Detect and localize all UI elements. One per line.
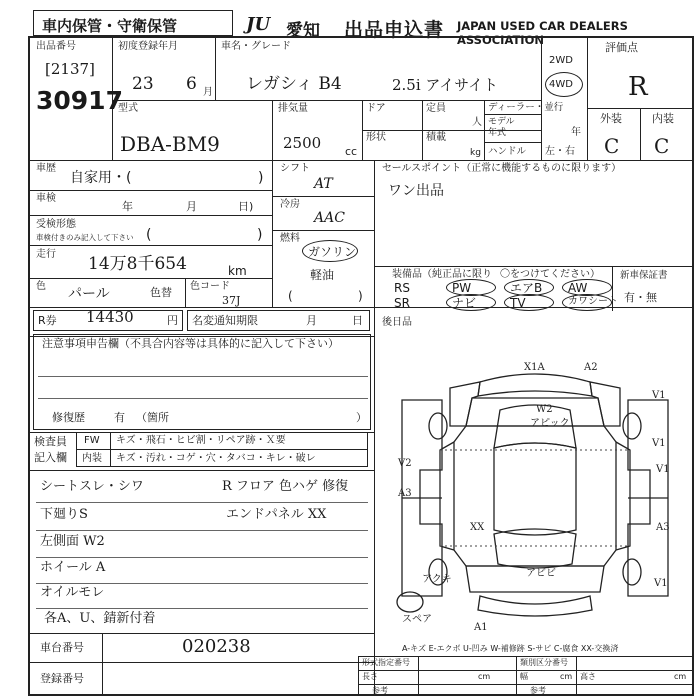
fuel-diesel: 軽油 [310, 268, 335, 282]
interior-check-label: 内装 [82, 453, 102, 464]
remark-line: シートスレ・シワ [40, 479, 144, 494]
model-spec-label: 形式指定番号 [362, 658, 410, 667]
model-year-label: モデル 年式 [488, 117, 515, 138]
mileage-label: 走行 [36, 249, 56, 260]
recycle-label: R券 [38, 314, 57, 327]
model-code: DBA-BM9 [120, 132, 220, 156]
sales-point-label: セールスポイント（正常に機能するものに限ります） [382, 163, 622, 174]
diagram-guidelines [440, 450, 630, 546]
inspection-label: 車検 [36, 193, 56, 204]
color-change-label: 色替 [150, 286, 172, 299]
storage-box [33, 10, 233, 36]
repair-history-value: 有 [114, 411, 125, 424]
handle-options: 左・右 [545, 146, 575, 157]
equipment-item: PW [452, 281, 472, 295]
equipment-item: ナビ [452, 296, 477, 310]
fuel-label: 燃料 [280, 233, 300, 244]
exterior-label: 外装 [600, 112, 622, 125]
ref-label-1: 参考 [372, 686, 388, 695]
registration-month-unit: 月 [203, 87, 213, 98]
damage-mark-v1-front: V1 [652, 390, 666, 401]
repair-history-place: （箇所 [136, 411, 169, 424]
tax-deadline-month: 月 [306, 314, 317, 327]
doors-label: ドア [366, 103, 386, 114]
color-value: パール [68, 286, 110, 302]
equipment-item: カワシート [568, 296, 618, 307]
remark-line: ホイール A [40, 560, 106, 575]
ju-logo-mark: JU [246, 14, 271, 35]
equipment-label: 装備品（純正品に限り [392, 269, 492, 280]
inspection-day: 日) [238, 200, 254, 213]
handle-label: ハンドル [488, 146, 527, 157]
drive-4wd-label: 4WD [549, 79, 573, 90]
repair-history-close: ） [356, 411, 367, 424]
drive-4wd-circle [545, 72, 583, 97]
chassis-label: 車台番号 [40, 641, 84, 654]
damage-mark-a1: A1 [474, 622, 488, 633]
shape-label: 形状 [366, 132, 386, 143]
history-close: ) [258, 170, 264, 186]
warranty-label: 新車保証書 [620, 270, 668, 281]
color-label: 色 [36, 281, 46, 292]
remark-line: エンドパネル XX [226, 507, 327, 522]
aircon-label: 冷房 [280, 199, 300, 210]
damage-mark-v2: V2 [398, 458, 412, 469]
shift-label: シフト [280, 163, 310, 174]
recipient-close: ) [257, 227, 263, 243]
model-code-label: 型式 [118, 103, 138, 114]
equipment-label-2: 〇をつけてください） [500, 269, 600, 280]
interior-rating: C [654, 134, 670, 158]
form-title: 出品申込書 [344, 19, 445, 41]
car-damage-diagram [380, 360, 690, 640]
equipment-circle [562, 294, 612, 311]
recipient-label: 受検形態 [36, 219, 76, 230]
recycle-value: 14430 [86, 308, 134, 326]
height-unit: cm [674, 672, 687, 681]
lot-number: 30917 [36, 86, 123, 115]
ref-label-2: 参考 [530, 686, 546, 695]
mileage-unit: km [228, 264, 247, 278]
sales-point-value: ワン出品 [388, 183, 444, 199]
notes-label: 注意事項申告欄（不具合内容等は具体的に記入して下さい） [42, 337, 339, 350]
remark-line: 各A、U、錆新付着 [44, 611, 156, 626]
history-label: 車歴 [36, 163, 56, 174]
load-unit: kg [470, 148, 481, 158]
width-label: 幅 [520, 672, 528, 681]
later-items-label: 後日品 [382, 317, 412, 328]
remark-line: 下廻りS [40, 507, 88, 522]
fuel-gasoline: ガソリン [308, 245, 357, 259]
association-name: JAPAN USED CAR DEALERS ASSOCIATION [457, 19, 628, 47]
damage-legend: A-キズ E-エクボ U-凹み W-補修跡 S-サビ C-腐食 XX-交換済 [402, 644, 619, 653]
damage-mark-v1-mid: V1 [656, 464, 670, 475]
damage-mark-a3-right: A3 [656, 522, 670, 533]
inspector-label-1: 検査員 [34, 435, 67, 448]
shift-value: AT [314, 176, 333, 192]
equipment-circle [446, 294, 496, 311]
rating-value: R [628, 72, 648, 102]
load-label: 積載 [426, 132, 446, 143]
damage-mark-x1a: X1A [524, 362, 545, 373]
tax-deadline-day: 日 [352, 314, 363, 327]
logo-text: 愛知 [286, 21, 320, 41]
vehicle-grade: 2.5i アイサイト [392, 76, 499, 94]
remark-line: R フロア 色ハゲ 修復 [222, 479, 349, 494]
remark-line: オイルモレ [40, 585, 105, 600]
repair-history-label: 修復歴 [52, 411, 85, 424]
displacement-unit: cc [345, 145, 358, 158]
rating-label: 評価点 [605, 41, 638, 54]
dealer-label: ディーラー・並行 [488, 102, 564, 113]
interior-check-items: キズ・汚れ・コゲ・穴・タバコ・キレ・破レ [116, 453, 316, 464]
equipment-circle [504, 294, 554, 311]
spare-label: スペア [402, 614, 432, 625]
reg-number-label: 登録番号 [40, 672, 84, 685]
chassis-value: 020238 [182, 636, 251, 657]
capacity-label: 定員 [426, 103, 446, 114]
damage-mark-a3-left: A3 [398, 488, 412, 499]
damage-mark-a2: A2 [584, 362, 598, 373]
storage-label: 車内保管・守衛保管 [42, 17, 178, 35]
equipment-item: SR [394, 296, 410, 310]
aircon-value: AAC [314, 210, 345, 226]
damage-mark-v1-right: V1 [652, 438, 666, 449]
inspection-month: 月 [186, 200, 197, 213]
registration-month: 6 [186, 74, 197, 94]
inspector-label-2: 記入欄 [34, 451, 67, 464]
equipment-item: エアB [510, 281, 543, 295]
fuel-gasoline-circle [302, 240, 358, 262]
remark-line: 左側面 W2 [40, 534, 105, 549]
equipment-item: TV [510, 296, 526, 310]
length-unit: cm [478, 672, 491, 681]
ju-logo [246, 14, 282, 36]
lot-sub-number: [2137] [45, 60, 95, 78]
vehicle-name-label: 車名・グレード [221, 41, 291, 52]
damage-mark-xx: XX [470, 522, 485, 533]
damage-mark-apic: アピック [530, 418, 570, 429]
tax-deadline-label: 名変通知期限 [192, 314, 258, 327]
history-value: 自家用・( [70, 170, 132, 186]
damage-mark-abibi: アビビ [526, 568, 556, 579]
equipment-item: RS [394, 281, 410, 295]
recipient-open: ( [146, 227, 152, 243]
warranty-options: 有・無 [624, 291, 657, 304]
class-spec-label: 類別区分番号 [520, 658, 568, 667]
length-label: 長さ [362, 672, 378, 681]
fw-items: キズ・飛石・ヒビ割・リペア跡・Ｘ要 [116, 435, 286, 446]
vehicle-name: レガシィ B4 [246, 74, 342, 94]
fuel-close: ) [358, 289, 363, 303]
height-label: 高さ [580, 672, 596, 681]
drive-2wd-label: 2WD [549, 55, 573, 66]
displacement-label: 排気量 [278, 103, 308, 114]
color-code: 37J [222, 294, 241, 307]
color-code-label: 色コード [190, 281, 230, 292]
inspection-year: 年 [122, 200, 133, 213]
width-unit: cm [560, 672, 573, 681]
recipient-note: 車検付きのみ記入して下さい [36, 233, 134, 242]
first-registration-label: 初度登録年月 [118, 41, 178, 52]
damage-mark-akuki: アクキ [422, 574, 452, 585]
mileage-value: 14万8千654 [88, 254, 187, 274]
displacement-value: 2500 [283, 134, 322, 152]
damage-mark-w2: W2 [536, 404, 553, 415]
interior-label: 内装 [652, 112, 674, 125]
model-year-unit: 年 [571, 127, 581, 138]
damage-mark-v1-rear: V1 [654, 578, 668, 589]
fuel-open: ( [288, 289, 293, 303]
registration-year: 23 [132, 74, 154, 94]
lot-number-label: 出品番号 [36, 41, 76, 52]
equipment-item: AW [568, 281, 588, 295]
recycle-unit: 円 [167, 314, 178, 327]
fw-label: FW [84, 435, 100, 446]
capacity-unit: 人 [472, 117, 482, 128]
exterior-rating: C [604, 134, 620, 158]
